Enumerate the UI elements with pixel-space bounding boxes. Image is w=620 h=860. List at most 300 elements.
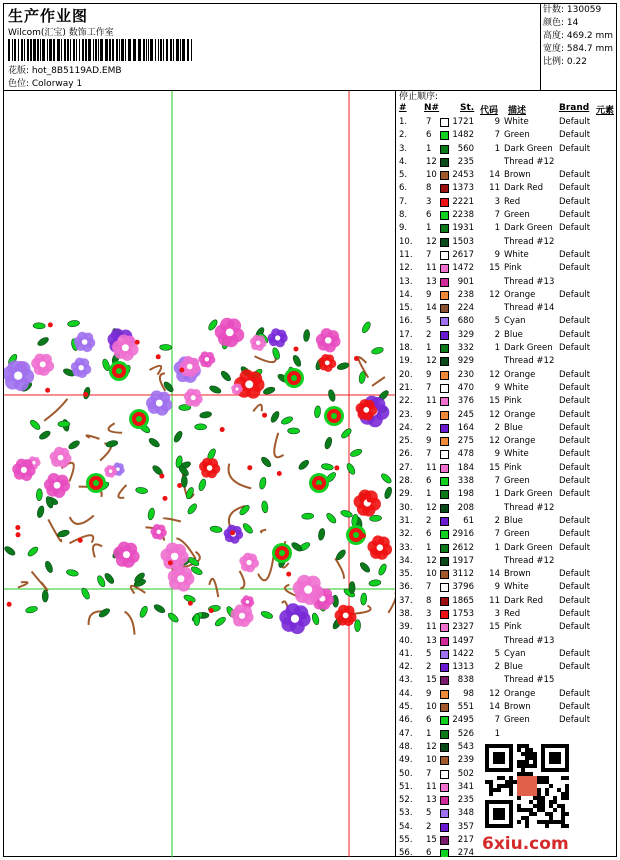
color-swatch [440,730,449,739]
row-needle: 5 [426,808,432,819]
list-item [396,555,617,568]
stitch-count: 针数: 130059 [543,5,602,15]
row-needle: 5 [426,316,432,327]
row-index: 7. [399,196,408,207]
row-code: 12 [489,409,500,420]
row-needle: 9 [426,409,432,420]
row-brand: Default [559,130,591,141]
embroidery-design [4,91,395,857]
row-description: Thread #12 [504,555,555,566]
color-count: 颜色: 14 [543,18,579,28]
row-index: 40. [399,635,413,646]
row-code: 2 [494,329,500,340]
row-description: Orange [504,409,536,420]
color-swatch [440,597,449,606]
row-brand: Default [559,569,591,580]
row-description: White [504,449,529,460]
row-needle: 8 [426,595,432,606]
row-brand: Default [559,476,591,487]
color-swatch [440,251,449,260]
row-brand: Default [559,369,591,380]
color-swatch [440,171,449,180]
row-index: 25. [399,436,413,447]
color-swatch [440,304,449,313]
row-code: 5 [494,316,500,327]
row-description: Blue [504,329,523,340]
color-swatch [440,650,449,659]
row-index: 44. [399,688,413,699]
list-item [396,289,617,302]
row-description: Thread #12 [504,356,555,367]
list-item [396,329,617,342]
color-swatch [440,783,449,792]
row-brand: Default [559,529,591,540]
row-needle: 13 [426,795,437,806]
row-needle: 15 [426,835,437,846]
row-description: Dark Green [504,343,553,354]
row-stitches: 2453 [452,170,474,181]
row-needle: 10 [426,170,437,181]
row-description: Blue [504,515,523,526]
design-height: 高度: 469.2 mm [543,31,614,41]
row-index: 4. [399,156,408,167]
color-swatch [440,756,449,765]
row-needle: 2 [426,515,432,526]
row-stitches: 1753 [452,608,474,619]
list-item [396,129,617,142]
color-swatch [440,145,449,154]
row-needle: 6 [426,130,432,141]
row-brand: Default [559,396,591,407]
row-description: Thread #12 [504,502,555,513]
row-description: Orange [504,688,536,699]
list-item [396,674,617,687]
row-needle: 11 [426,622,437,633]
row-description: Thread #13 [504,276,555,287]
row-index: 28. [399,476,413,487]
row-index: 20. [399,369,413,380]
row-description: Thread #15 [504,675,555,686]
row-needle: 11 [426,781,437,792]
list-item [396,382,617,395]
list-item [396,156,617,169]
row-stitches: 1373 [452,183,474,194]
row-needle: 5 [426,648,432,659]
row-index: 51. [399,781,413,792]
row-description: Dark Green [504,223,553,234]
row-index: 53. [399,808,413,819]
row-stitches: 551 [457,702,474,713]
row-index: 2. [399,130,408,141]
row-brand: Default [559,210,591,221]
list-item [396,462,617,475]
row-brand: Default [559,462,591,473]
row-brand: Default [559,289,591,300]
color-swatch [440,118,449,127]
list-item [396,169,617,182]
row-index: 6. [399,183,408,194]
row-index: 45. [399,702,413,713]
row-stitches: 208 [457,502,474,513]
row-index: 43. [399,675,413,686]
list-item [396,262,617,275]
col-desc: 描述 [508,106,527,116]
color-swatch [440,610,449,619]
row-index: 35. [399,569,413,580]
row-stitches: 2238 [452,210,474,221]
row-stitches: 901 [457,276,474,287]
row-needle: 10 [426,569,437,580]
list-item [396,448,617,461]
list-item [396,608,617,621]
row-stitches: 238 [457,289,474,300]
row-stitches: 2612 [452,542,474,553]
color-swatch [440,131,449,140]
color-swatch [440,371,449,380]
row-needle: 1 [426,542,432,553]
row-stitches: 2495 [452,715,474,726]
row-stitches: 217 [457,835,474,846]
row-needle: 8 [426,183,432,194]
row-index: 56. [399,848,413,857]
row-brand: Default [559,582,591,593]
color-swatch [440,557,449,566]
row-needle: 12 [426,356,437,367]
row-stitches: 224 [457,303,474,314]
col-elem: 元素 [596,106,615,116]
row-code: 7 [494,715,500,726]
row-index: 39. [399,622,413,633]
row-index: 18. [399,343,413,354]
row-stitches: 376 [457,396,474,407]
row-brand: Default [559,622,591,633]
row-index: 1. [399,117,408,127]
row-stitches: 2617 [452,249,474,260]
sheet-title: 生产作业图 [8,7,89,25]
list-item [396,661,617,674]
color-swatch [440,570,449,579]
row-code: 1 [494,143,500,154]
row-code: 7 [494,476,500,487]
color-swatch [440,637,449,646]
row-brand: Default [559,595,591,606]
row-code: 1 [494,542,500,553]
col-brand: Brand [559,103,590,113]
row-stitches: 164 [457,422,474,433]
row-description: Brown [504,170,531,181]
row-stitches: 478 [457,449,474,460]
color-swatch [440,836,449,845]
color-swatch [440,317,449,326]
row-stitches: 1422 [452,648,474,659]
row-index: 50. [399,768,413,779]
row-code: 1 [494,489,500,500]
list-item [396,116,617,129]
row-code: 1 [494,223,500,234]
row-index: 8. [399,210,408,221]
row-brand: Default [559,422,591,433]
row-stitches: 235 [457,795,474,806]
row-index: 17. [399,329,413,340]
row-stitches: 348 [457,808,474,819]
row-index: 36. [399,582,413,593]
row-index: 52. [399,795,413,806]
row-stitches: 560 [457,143,474,154]
row-brand: Default [559,489,591,500]
row-description: Pink [504,396,522,407]
row-needle: 2 [426,821,432,832]
row-description: Pink [504,622,522,633]
row-code: 14 [489,569,500,580]
row-needle: 7 [426,582,432,593]
company-name: Wilcom(汇宝) 数饰工作室 [8,28,114,38]
row-index: 29. [399,489,413,500]
stats-panel [540,4,617,90]
row-code: 12 [489,289,500,300]
row-index: 55. [399,835,413,846]
row-stitches: 1917 [452,555,474,566]
row-needle: 6 [426,476,432,487]
row-stitches: 1472 [452,263,474,274]
color-swatch [440,530,449,539]
row-index: 10. [399,236,413,247]
row-index: 31. [399,515,413,526]
row-index: 46. [399,715,413,726]
list-item [396,196,617,209]
row-index: 14. [399,289,413,300]
color-swatch [440,198,449,207]
row-code: 2 [494,515,500,526]
list-item [396,182,617,195]
row-brand: Default [559,343,591,354]
row-stitches: 3796 [452,582,474,593]
list-item [396,143,617,156]
row-index: 37. [399,595,413,606]
row-stitches: 329 [457,329,474,340]
row-description: Orange [504,436,536,447]
color-swatch [440,676,449,685]
row-needle: 1 [426,143,432,154]
row-stitches: 1313 [452,662,474,673]
row-index: 12. [399,263,413,274]
list-item [396,648,617,661]
row-description: Brown [504,702,531,713]
row-description: Dark Green [504,542,553,553]
row-description: Dark Red [504,183,544,194]
row-needle: 11 [426,396,437,407]
row-stitches: 61 [463,515,474,526]
row-code: 2 [494,422,500,433]
row-code: 7 [494,210,500,221]
color-swatch [440,583,449,592]
row-index: 30. [399,502,413,513]
row-brand: Default [559,436,591,447]
color-swatch [440,291,449,300]
row-needle: 11 [426,462,437,473]
row-stitches: 338 [457,476,474,487]
row-needle: 7 [426,382,432,393]
header-info [4,4,540,90]
row-description: White [504,249,529,260]
row-description: Pink [504,462,522,473]
list-item [396,728,617,741]
list-item [396,222,617,235]
row-code: 15 [489,462,500,473]
design-scale: 比例: 0.22 [543,57,587,67]
list-item [396,568,617,581]
row-index: 19. [399,356,413,367]
row-needle: 6 [426,210,432,221]
row-stitches: 838 [457,675,474,686]
list-item [396,688,617,701]
row-code: 12 [489,436,500,447]
color-swatch [440,211,449,220]
list-item [396,714,617,727]
row-description: Dark Green [504,489,553,500]
list-item [396,528,617,541]
row-code: 11 [489,183,500,194]
row-index: 47. [399,728,413,739]
row-brand: Default [559,515,591,526]
row-brand: Default [559,662,591,673]
row-needle: 10 [426,755,437,766]
color-swatch [440,384,449,393]
row-brand: Default [559,196,591,207]
row-needle: 12 [426,555,437,566]
row-code: 9 [494,117,500,127]
row-index: 27. [399,462,413,473]
row-index: 11. [399,249,413,260]
row-description: Dark Green [504,143,553,154]
row-index: 24. [399,422,413,433]
row-description: Thread #12 [504,236,555,247]
row-description: Orange [504,369,536,380]
row-needle: 3 [426,196,432,207]
color-swatch [440,224,449,233]
row-description: Green [504,529,530,540]
row-index: 26. [399,449,413,460]
list-item [396,209,617,222]
row-stitches: 1503 [452,236,474,247]
colorway: 色位: Colorway 1 [8,79,83,89]
color-swatch [440,623,449,632]
row-needle: 1 [426,489,432,500]
row-needle: 1 [426,343,432,354]
color-swatch [440,517,449,526]
list-item [396,355,617,368]
row-description: Pink [504,263,522,274]
row-index: 54. [399,821,413,832]
col-n: N# [424,103,440,113]
row-stitches: 274 [457,848,474,857]
col-st: St. [460,103,475,113]
color-swatch [440,184,449,193]
row-description: Cyan [504,316,526,327]
list-item [396,302,617,315]
row-needle: 11 [426,263,437,274]
row-index: 41. [399,648,413,659]
row-brand: Default [559,648,591,659]
list-item [396,595,617,608]
row-brand: Default [559,249,591,260]
row-code: 9 [494,449,500,460]
row-needle: 12 [426,502,437,513]
row-brand: Default [559,170,591,181]
row-index: 49. [399,755,413,766]
row-description: Thread #12 [504,156,555,167]
row-brand: Default [559,449,591,460]
row-description: Green [504,715,530,726]
color-swatch [440,490,449,499]
row-stitches: 235 [457,156,474,167]
color-swatch [440,809,449,818]
row-stitches: 470 [457,382,474,393]
list-item [396,635,617,648]
row-stitches: 98 [463,688,474,699]
row-code: 11 [489,595,500,606]
list-item [396,276,617,289]
row-stitches: 502 [457,768,474,779]
list-item [396,236,617,249]
row-brand: Default [559,316,591,327]
list-item [396,315,617,328]
row-code: 7 [494,529,500,540]
row-stitches: 1721 [452,117,474,127]
color-swatch [440,437,449,446]
list-item [396,515,617,528]
row-code: 1 [494,343,500,354]
row-needle: 9 [426,436,432,447]
row-needle: 6 [426,715,432,726]
row-code: 12 [489,369,500,380]
color-swatch [440,663,449,672]
row-brand: Default [559,382,591,393]
pattern-file: 花版: hot_8B5119AD.EMB [8,66,122,76]
color-swatch [440,278,449,287]
row-index: 15. [399,303,413,314]
row-description: White [504,117,529,127]
row-stitches: 3112 [452,569,474,580]
row-brand: Default [559,223,591,234]
list-item [396,395,617,408]
row-description: Thread #13 [504,635,555,646]
row-stitches: 543 [457,741,474,752]
row-code: 5 [494,648,500,659]
color-swatch [440,158,449,167]
list-item [396,249,617,262]
row-code: 15 [489,622,500,633]
list-item [396,502,617,515]
color-swatch [440,331,449,340]
row-stitches: 2221 [452,196,474,207]
row-brand: Default [559,409,591,420]
row-stitches: 239 [457,755,474,766]
row-code: 2 [494,662,500,673]
color-swatch [440,690,449,699]
watermark: 6xiu.com [482,834,569,854]
row-description: Blue [504,662,523,673]
list-header [396,103,617,116]
row-index: 5. [399,170,408,181]
row-needle: 2 [426,329,432,340]
color-swatch [440,424,449,433]
row-needle: 14 [426,303,437,314]
row-description: Brown [504,569,531,580]
row-stitches: 2327 [452,622,474,633]
row-needle: 13 [426,276,437,287]
row-description: White [504,382,529,393]
row-index: 42. [399,662,413,673]
